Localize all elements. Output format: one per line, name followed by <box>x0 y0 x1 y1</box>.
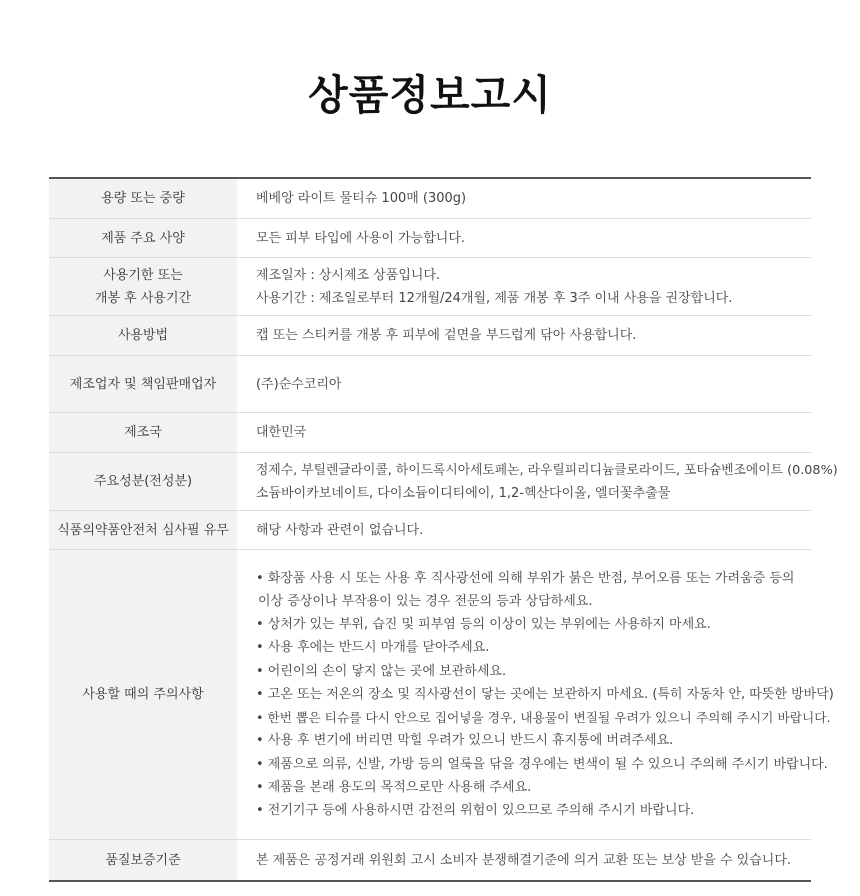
caution-item: • 사용 후에는 반드시 마개를 닫아주세요. <box>256 640 490 656</box>
row-label-line: 사용기한 또는 <box>103 267 183 283</box>
value-line: 정제수, 부틸렌글라이콜, 하이드록시아세토페논, 라우릴피리디늄클로라이드, 포타슘벤조에이트 (0.08%) <box>256 462 838 478</box>
row-label: 제조국 <box>49 413 237 452</box>
row-value <box>237 258 811 315</box>
table-row-cautions <box>49 550 834 840</box>
caution-item: • 한번 뽑은 티슈를 다시 안으로 집어넣을 경우, 내용물이 변질될 우려가 있으니 주의해 주시기 바랍니다. <box>256 710 831 726</box>
product-info-table <box>49 177 838 882</box>
caution-item: • 어린이의 손이 닿지 않는 곳에 보관하세요. <box>256 663 507 679</box>
caution-item: • 제품을 본래 용도의 목적으로만 사용해 주세요. <box>256 779 532 795</box>
caution-item: • 상처가 있는 부위, 습진 및 피부염 등의 이상이 있는 부위에는 사용하지 마세요. <box>256 617 711 633</box>
row-label <box>49 258 237 315</box>
row-value <box>237 356 811 412</box>
value-line: (주)순수코리아 <box>256 376 342 392</box>
value-line: 본 제품은 공정거래 위원회 고시 소비자 분쟁해결기준에 의거 교환 또는 보상 받을 수 있습니다. <box>256 852 792 868</box>
table-row-quality-standard <box>49 840 811 880</box>
row-value <box>237 179 811 218</box>
row-label: 사용할 때의 주의사항 <box>49 550 237 839</box>
row-value <box>237 453 838 510</box>
value-line: 제조일자 : 상시제조 상품입니다. <box>256 267 441 283</box>
value-line: 모든 피부 타입에 사용이 가능합니다. <box>256 230 466 246</box>
caution-item: • 사용 후 변기에 버리면 막힐 우려가 있으니 반드시 휴지통에 버려주세요. <box>256 733 674 749</box>
caution-item: • 화장품 사용 시 또는 사용 후 직사광선에 의해 부위가 붉은 반점, 부어오름 또는 가려움증 등의 <box>256 570 795 586</box>
row-value <box>237 219 811 257</box>
value-line: 캡 또는 스티커를 개봉 후 피부에 겉면을 부드럽게 닦아 사용합니다. <box>256 328 637 343</box>
page-title: 상품정보고시 <box>308 71 552 119</box>
table-row-manufacturer <box>49 356 811 413</box>
row-value <box>237 511 811 549</box>
table-row-mfds-review <box>49 511 811 550</box>
table-row-capacity <box>49 179 811 219</box>
row-label: 제품 주요 사양 <box>49 219 237 257</box>
table-row-ingredients <box>49 453 838 511</box>
caution-item: • 제품으로 의류, 신발, 가방 등의 얼룩을 닦을 경우에는 변색이 될 수 있으니 주의해 주시기 바랍니다. <box>256 756 828 772</box>
row-label: 주요성분(전성분) <box>49 453 237 510</box>
value-line: 베베앙 라이트 물티슈 100매 (300g) <box>256 191 467 206</box>
row-label: 식품의약품안전처 심사필 유무 <box>49 511 237 549</box>
row-value <box>237 413 811 452</box>
caution-item: • 고온 또는 저온의 장소 및 직사광선이 닿는 곳에는 보관하지 마세요. (특히 자동차 안, 따뜻한 방바닥) <box>256 686 834 702</box>
caution-list <box>256 567 834 822</box>
table-row-spec <box>49 219 811 258</box>
row-label: 용량 또는 중량 <box>49 179 237 218</box>
row-value <box>237 550 834 839</box>
value-line: 소듐바이카보네이트, 다이소듐이디티에이, 1,2-헥산다이올, 엘더꽃추출물 <box>256 485 671 501</box>
row-label: 품질보증기준 <box>49 840 237 880</box>
row-label-line: 개봉 후 사용기간 <box>94 290 192 306</box>
table-row-country <box>49 413 811 453</box>
row-value <box>237 316 811 355</box>
value-line: 해당 사항과 관련이 없습니다. <box>256 522 424 538</box>
table-row-usage <box>49 316 811 356</box>
row-label: 제조업자 및 책임판매업자 <box>49 356 237 412</box>
caution-item-continued: 이상 증상이나 부작용이 있는 경우 전문의 등과 상담하세요. <box>258 594 593 610</box>
row-value <box>237 840 811 880</box>
value-line: 대한민국 <box>256 425 307 440</box>
caution-item: • 전기기구 등에 사용하시면 감전의 위험이 있으므로 주의해 주시기 바랍니다. <box>256 802 695 818</box>
row-label: 사용방법 <box>49 316 237 355</box>
table-row-expiry <box>49 258 811 316</box>
value-line: 사용기간 : 제조일로부터 12개월/24개월, 제품 개봉 후 3주 이내 사용을 권장합니다. <box>256 290 733 306</box>
